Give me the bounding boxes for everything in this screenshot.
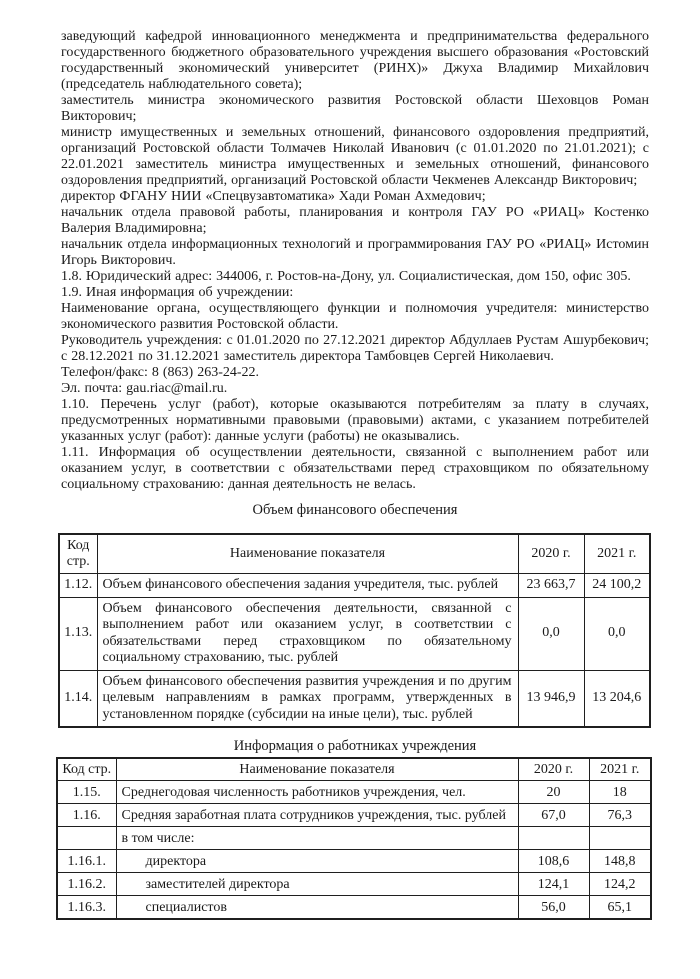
cell-value-2020: 124,1: [518, 873, 589, 896]
col-header-name: Наименование показателя: [116, 758, 518, 781]
table-row: [57, 827, 651, 850]
col-header-code: Код стр.: [57, 758, 116, 781]
cell-value-2021: 76,3: [589, 804, 651, 827]
cell-value-2021: 0,0: [584, 597, 650, 670]
finance-table-header-row: [59, 534, 650, 574]
col-header-code: Код стр.: [59, 534, 97, 574]
cell-value-2020: 0,0: [518, 597, 584, 670]
paragraph: Телефон/факс: 8 (863) 263-24-22.: [61, 365, 260, 380]
cell-indicator-name: заместителей директора: [116, 873, 518, 896]
cell-value-2020: 13 946,9: [518, 670, 584, 727]
finance-section-title: Объем финансового обеспечения: [252, 502, 458, 518]
col-header-2020: 2020 г.: [518, 758, 589, 781]
staff-table: [56, 757, 652, 920]
staff-section-title: Информация о работниках учреждения: [233, 738, 477, 754]
paragraph: заведующий кафедрой инновационного менеджмента и предпринимательства федерального государственного бюджетного образовательного учреждения высшего образования «Ростовский государственный экономический университет (РИНХ)» Джуха Владимир Михайлович (председатель наблюдательного совета);: [61, 29, 649, 92]
cell-indicator-name: Объем финансового обеспечения задания учредителя, тыс. рублей: [97, 574, 518, 598]
col-header-2021: 2021 г.: [589, 758, 651, 781]
cell-code: 1.16.: [57, 804, 116, 827]
paragraph: 1.11. Информация об осуществлении деятельности, связанной с выполнением работ или оказанием услуг, в соответствии с обязательствами перед страховщиком по обязательному социальному страхованию: данная деятельность не велась.: [61, 445, 649, 492]
cell-value-2021: [589, 827, 651, 850]
col-header-name: Наименование показателя: [97, 534, 518, 574]
col-header-2021: 2021 г.: [584, 534, 650, 574]
paragraph: 1.8. Юридический адрес: 344006, г. Ростов-на-Дону, ул. Социалистическая, дом 150, офис 305.: [61, 269, 631, 284]
paragraph: министр имущественных и земельных отношений, финансового оздоровления предприятий, организаций Ростовской области Толмачев Николай Иванович (с 01.01.2020 по 21.01.2021); с 22.01.2021 заместитель министра имущественных и земельных отношений, финансового оздоровления предприятий, организаций Ростовской области Чекменев Александр Викторович;: [61, 125, 649, 188]
table-row: [59, 597, 650, 670]
paragraph: директор ФГАНУ НИИ «Спецвузавтоматика» Хади Роман Ахмедович;: [61, 189, 486, 204]
table-row: [57, 873, 651, 896]
finance-table: [58, 533, 651, 728]
cell-indicator-name: Среднегодовая численность работников учреждения, чел.: [116, 781, 518, 804]
table-row: [57, 781, 651, 804]
cell-indicator-name: Объем финансового обеспечения деятельности, связанной с выполнением работ или оказанием услуг, в соответствии с обязательствами перед страховщиком по обязательному социальному страхованию, тыс. рублей: [97, 597, 518, 670]
cell-value-2020: [518, 827, 589, 850]
cell-indicator-name: в том числе:: [116, 827, 518, 850]
cell-value-2020: 20: [518, 781, 589, 804]
paragraph: заместитель министра экономического развития Ростовской области Шеховцов Роман Викторович;: [61, 93, 649, 124]
cell-value-2020: 67,0: [518, 804, 589, 827]
cell-code: 1.13.: [59, 597, 97, 670]
table-row: [57, 804, 651, 827]
paragraph: Руководитель учреждения: с 01.01.2020 по 27.12.2021 директор Абдуллаев Рустам Ашурбекович; с 28.12.2021 по 31.12.2021 заместитель директора Тамбовцев Сергей Николаевич.: [61, 333, 649, 364]
cell-value-2021: 65,1: [589, 896, 651, 920]
cell-code: 1.16.1.: [57, 850, 116, 873]
paragraph: начальник отдела информационных технологий и программирования ГАУ РО «РИАЦ» Истомин Игорь Викторович.: [61, 237, 649, 268]
cell-value-2020: 23 663,7: [518, 574, 584, 598]
cell-indicator-name: специалистов: [116, 896, 518, 920]
cell-indicator-name: директора: [116, 850, 518, 873]
cell-value-2021: 18: [589, 781, 651, 804]
table-row: [57, 850, 651, 873]
cell-code: 1.16.3.: [57, 896, 116, 920]
table-row: [59, 670, 650, 727]
paragraph: Эл. почта: gau.riac@mail.ru.: [61, 381, 228, 396]
paragraph: начальник отдела правовой работы, планирования и контроля ГАУ РО «РИАЦ» Костенко Валерия Владимировна;: [61, 205, 649, 236]
col-header-2020: 2020 г.: [518, 534, 584, 574]
cell-value-2021: 24 100,2: [584, 574, 650, 598]
cell-indicator-name: Средняя заработная плата сотрудников учреждения, тыс. рублей: [116, 804, 518, 827]
table-row: [57, 896, 651, 920]
cell-value-2021: 124,2: [589, 873, 651, 896]
cell-value-2020: 56,0: [518, 896, 589, 920]
cell-value-2021: 148,8: [589, 850, 651, 873]
cell-value-2020: 108,6: [518, 850, 589, 873]
paragraph: Наименование органа, осуществляющего функции и полномочия учредителя: министерство экономического развития Ростовской области.: [61, 301, 649, 332]
cell-indicator-name: Объем финансового обеспечения развития учреждения и по другим целевым направлениям в рамках программ, утвержденных в установленном порядке (субсидии на иные цели), тыс. рублей: [97, 670, 518, 727]
body-text-block: [61, 29, 649, 493]
cell-code: [57, 827, 116, 850]
cell-code: 1.12.: [59, 574, 97, 598]
cell-code: 1.14.: [59, 670, 97, 727]
cell-code: 1.16.2.: [57, 873, 116, 896]
cell-code: 1.15.: [57, 781, 116, 804]
cell-value-2021: 13 204,6: [584, 670, 650, 727]
paragraph: 1.10. Перечень услуг (работ), которые оказываются потребителям за плату в случаях, предусмотренных нормативными правовыми (правовыми) актами, с указанием потребителей указанных услуг (работ): данные услуги (работы) не оказывались.: [61, 397, 649, 444]
staff-table-header-row: [57, 758, 651, 781]
table-row: [59, 574, 650, 598]
paragraph: 1.9. Иная информация об учреждении:: [61, 285, 294, 300]
